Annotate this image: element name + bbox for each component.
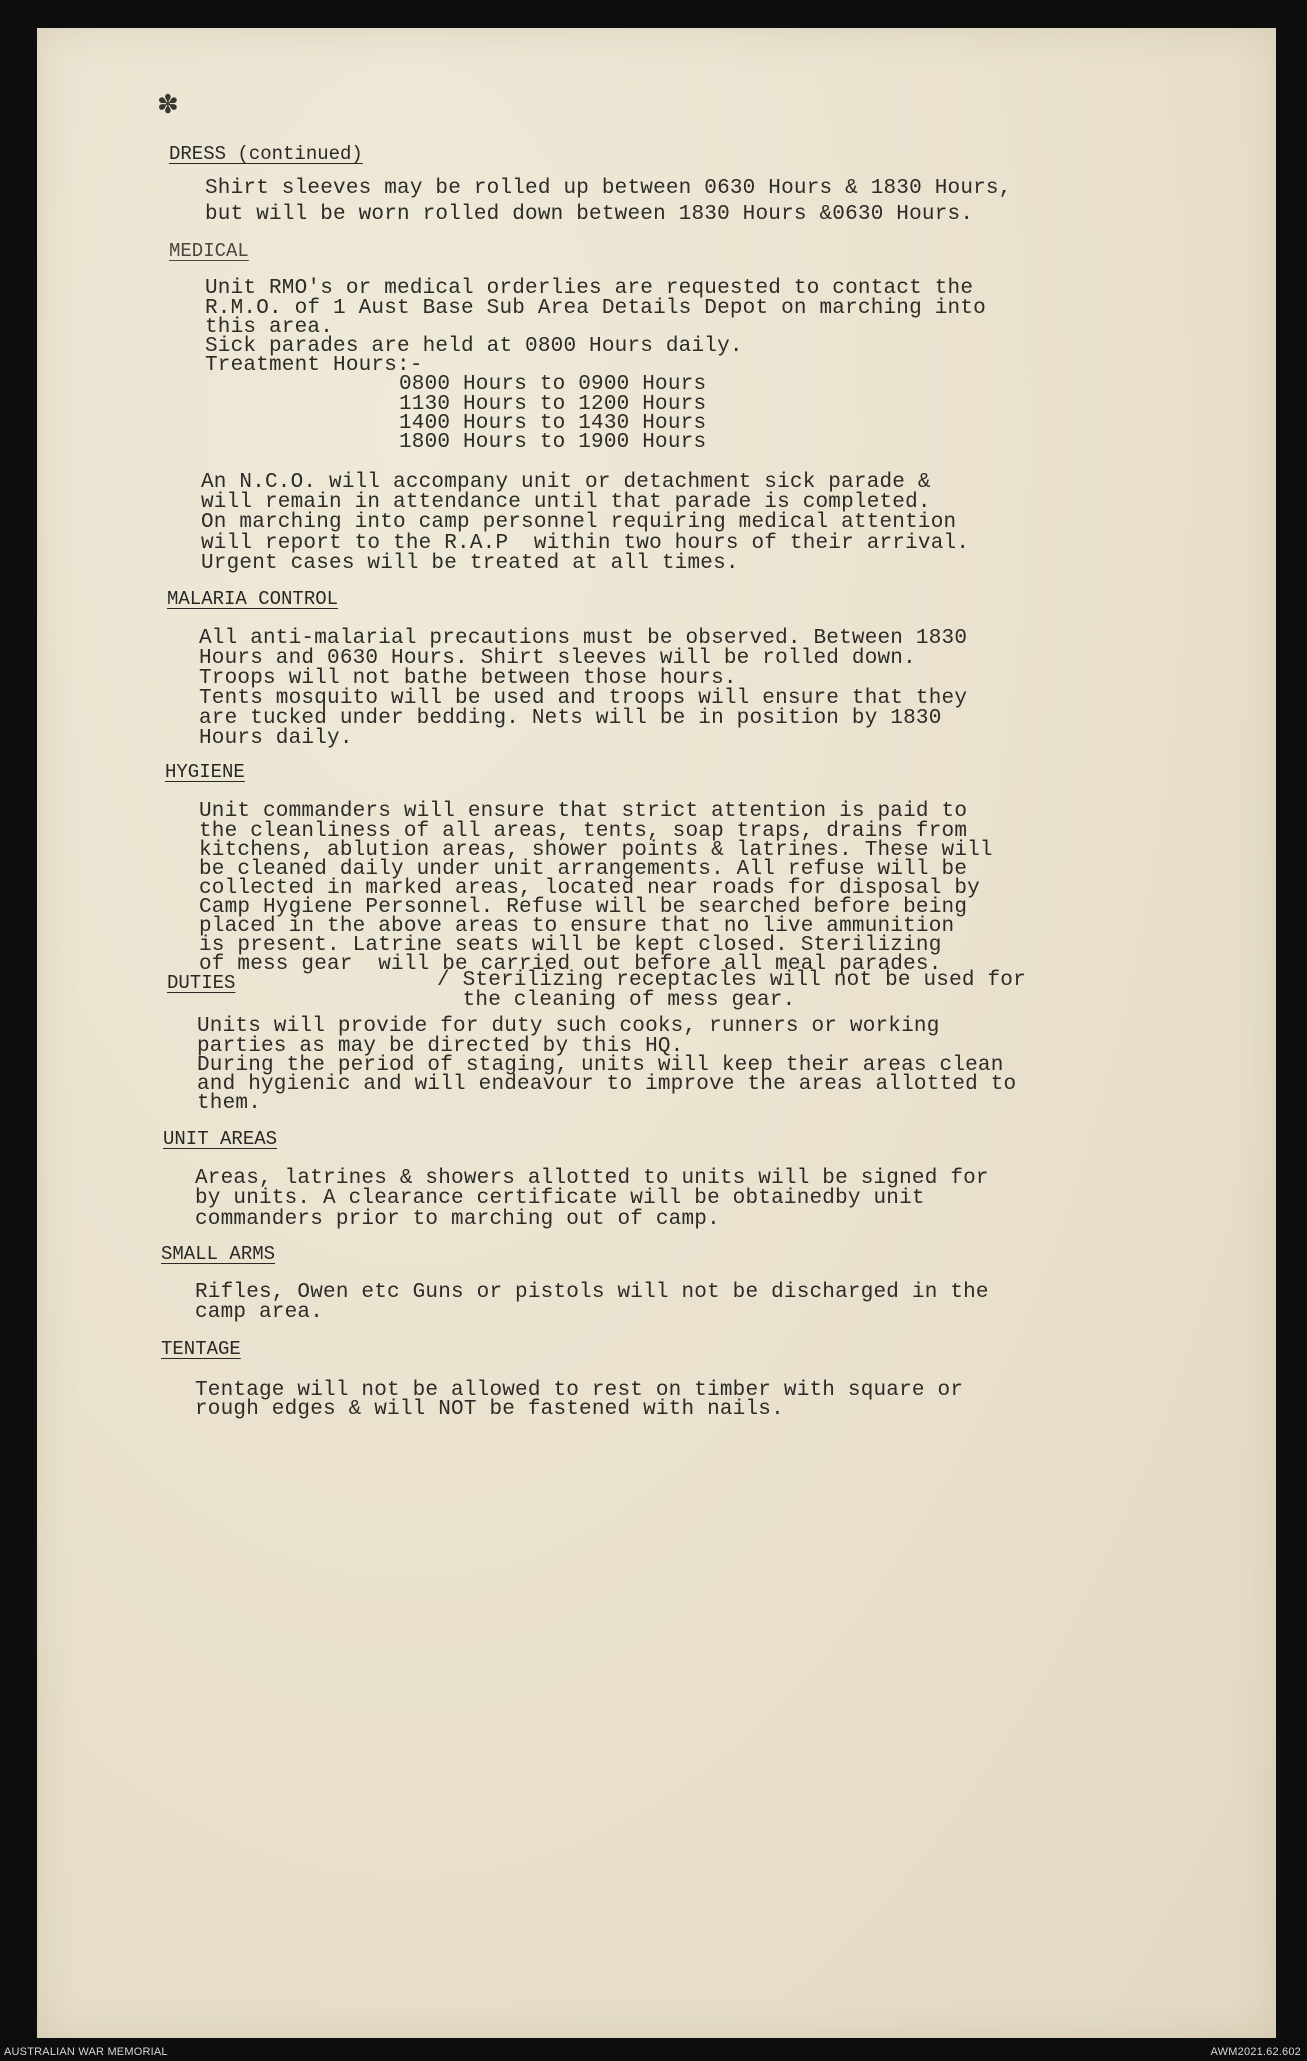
heading-tentage: TENTAGE <box>161 1338 241 1360</box>
medical-line-1: Unit RMO's or medical orderlies are requested to contact the <box>205 277 974 300</box>
tentage-line-1: Tentage will not be allowed to rest on timber with square or <box>195 1379 964 1402</box>
medical-line-3: this area. <box>205 316 334 339</box>
footer-accession-number: AWM2021.62.602 <box>1210 2046 1301 2058</box>
dress-line-2: but will be worn rolled down between 1830 Hours &0630 Hours. <box>205 203 974 226</box>
heading-dress: DRESS (continued) <box>169 143 363 165</box>
hygiene-line-7: placed in the above areas to ensure that no live ammunition <box>199 915 955 938</box>
hygiene-line-6: Camp Hygiene Personnel. Refuse will be searched before being <box>199 896 968 919</box>
dress-line-1: Shirt sleeves may be rolled up between 0630 Hours & 1830 Hours, <box>205 177 1012 200</box>
malaria-line-6: Hours daily. <box>199 727 353 750</box>
duties-line-4: and hygienic and will endeavour to improve the areas allotted to <box>197 1073 1017 1096</box>
small-arms-line-2: camp area. <box>195 1301 324 1324</box>
hygiene-line-9: of mess gear will be carried out before all meal parades. <box>199 953 942 976</box>
unit-areas-line-3: commanders prior to marching out of camp. <box>195 1208 720 1231</box>
duties-line-2: parties as may be directed by this HQ. <box>197 1035 684 1058</box>
medical-line-9: will report to the R.A.P within two hours of their arrival. <box>201 532 970 555</box>
heading-hygiene: HYGIENE <box>165 761 245 783</box>
document-page <box>37 28 1276 2038</box>
malaria-line-2: Hours and 0630 Hours. Shirt sleeves will be rolled down. <box>199 647 916 670</box>
duties-line-1: Units will provide for duty such cooks, runners or working <box>197 1015 940 1038</box>
medical-line-6: An N.C.O. will accompany unit or detachment sick parade & <box>201 471 931 494</box>
small-arms-line-1: Rifles, Owen etc Guns or pistols will not be discharged in the <box>195 1281 989 1304</box>
medical-line-8: On marching into camp personnel requiring medical attention <box>201 511 957 534</box>
treatment-hour-1: 0800 Hours to 0900 Hours <box>399 373 707 396</box>
malaria-line-5: are tucked under bedding. Nets will be in position by 1830 <box>199 707 942 730</box>
hygiene-line-1: Unit commanders will ensure that strict attention is paid to <box>199 800 968 823</box>
medical-line-7: will remain in attendance until that parade is completed. <box>201 491 931 514</box>
tentage-line-2: rough edges & will NOT be fastened with nails. <box>195 1398 784 1421</box>
heading-malaria-control: MALARIA CONTROL <box>167 588 339 610</box>
hygiene-insert-line-2: the cleaning of mess gear. <box>437 989 796 1012</box>
hygiene-line-4: be cleaned daily under unit arrangements. All refuse will be <box>199 858 968 881</box>
hygiene-line-3: kitchens, ablution areas, shower points & latrines. These will <box>199 839 993 862</box>
hygiene-insert-line-1: / Sterilizing receptacles will not be used for <box>437 969 1026 992</box>
duties-line-3: During the period of staging, units will keep their areas clean <box>197 1054 1004 1077</box>
hygiene-line-8: is present. Latrine seats will be kept closed. Sterilizing <box>199 934 942 957</box>
hygiene-line-2: the cleanliness of all areas, tents, soap traps, drains from <box>199 820 968 843</box>
heading-unit-areas: UNIT AREAS <box>163 1128 278 1150</box>
medical-line-4: Sick parades are held at 0800 Hours daily. <box>205 335 743 358</box>
treatment-hour-3: 1400 Hours to 1430 Hours <box>399 412 707 435</box>
treatment-hour-2: 1130 Hours to 1200 Hours <box>399 393 707 416</box>
footer-credit: AUSTRALIAN WAR MEMORIAL <box>4 2046 168 2058</box>
duties-line-5: them. <box>197 1092 262 1115</box>
unit-areas-line-2: by units. A clearance certificate will be obtainedby unit <box>195 1187 925 1210</box>
treatment-hour-4: 1800 Hours to 1900 Hours <box>399 431 707 454</box>
ink-mark-top: ✽ <box>157 90 179 120</box>
medical-line-10: Urgent cases will be treated at all times. <box>201 552 739 575</box>
heading-small-arms: SMALL ARMS <box>161 1243 276 1265</box>
heading-medical: MEDICAL <box>169 240 249 262</box>
malaria-line-4: Tents mosquito will be used and troops will ensure that they <box>199 687 968 710</box>
medical-line-5: Treatment Hours:- <box>205 354 423 377</box>
heading-duties: DUTIES <box>167 972 236 994</box>
document-body <box>37 28 1276 2038</box>
medical-line-2: R.M.O. of 1 Aust Base Sub Area Details Depot on marching into <box>205 297 986 320</box>
unit-areas-line-1: Areas, latrines & showers allotted to units will be signed for <box>195 1167 989 1190</box>
malaria-line-3: Troops will not bathe between those hours. <box>199 667 737 690</box>
hygiene-line-5: collected in marked areas, located near roads for disposal by <box>199 877 980 900</box>
malaria-line-1: All anti-malarial precautions must be observed. Between 1830 <box>199 627 968 650</box>
